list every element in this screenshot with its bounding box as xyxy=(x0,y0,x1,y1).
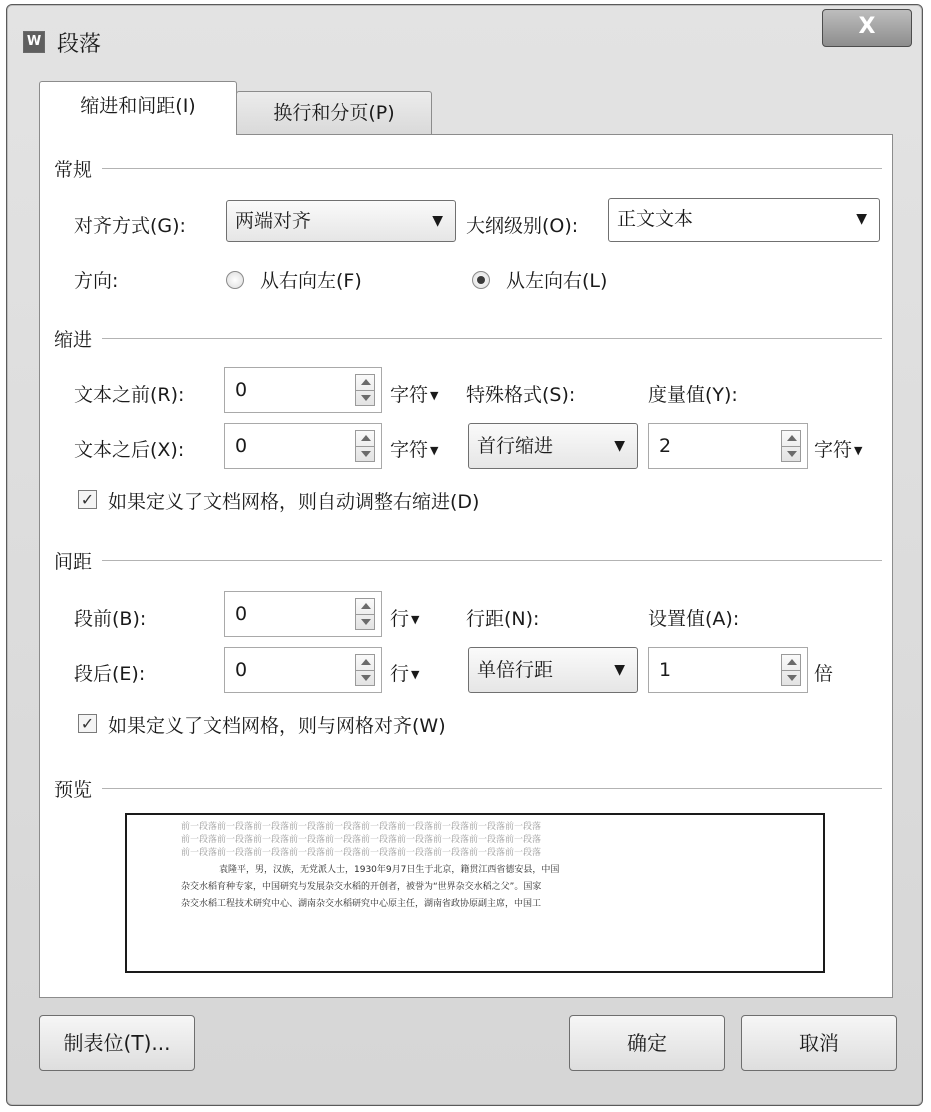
set-value-value: 1 xyxy=(659,659,672,681)
preview-prev-line: 前一段落前一段落前一段落前一段落前一段落前一段落前一段落前一段落前一段落前一段落 xyxy=(181,822,542,832)
special-format-label: 特殊格式(S): xyxy=(466,384,576,406)
indent-after-unit[interactable]: 字符 ▼ xyxy=(390,439,439,461)
ltr-label[interactable]: 从左向右(L) xyxy=(506,270,608,292)
indent-before-stepper[interactable] xyxy=(224,367,382,413)
space-after-value: 0 xyxy=(235,659,248,681)
ltr-radio[interactable] xyxy=(472,271,490,289)
line-spacing-value: 单倍行距 xyxy=(477,659,554,681)
preview-prev-line: 前一段落前一段落前一段落前一段落前一段落前一段落前一段落前一段落前一段落前一段落 xyxy=(181,848,542,858)
indent-grid-checkbox[interactable]: ✓ xyxy=(78,490,97,509)
special-format-select[interactable] xyxy=(468,423,638,469)
spin-arrows-icon[interactable] xyxy=(355,374,375,406)
cancel-button[interactable]: 取消 xyxy=(741,1015,897,1071)
paragraph-dialog xyxy=(6,4,923,1106)
paragraph-preview xyxy=(125,813,825,973)
direction-label: 方向: xyxy=(74,270,119,292)
space-before-value: 0 xyxy=(235,603,248,625)
indent-before-unit[interactable]: 字符 ▼ xyxy=(390,384,439,406)
preview-body-line: 袁隆平，男，汉族，无党派人士，1930年9月7日生于北京，籍贯江西省德安县，中国 xyxy=(219,865,560,875)
spacing-grid-checkbox[interactable]: ✓ xyxy=(78,714,97,733)
spin-arrows-icon[interactable] xyxy=(355,598,375,630)
measure-label: 度量值(Y): xyxy=(648,384,738,406)
line-spacing-select[interactable] xyxy=(468,647,638,693)
spin-arrows-icon[interactable] xyxy=(781,654,801,686)
space-before-unit[interactable]: 行 ▼ xyxy=(390,608,420,630)
indent-after-stepper[interactable] xyxy=(224,423,382,469)
space-before-label: 段前(B): xyxy=(74,608,147,630)
ok-button[interactable]: 确定 xyxy=(569,1015,725,1071)
indent-grid-label[interactable]: 如果定义了文档网格，则自动调整右缩进(D) xyxy=(108,491,480,513)
dropdown-arrow-icon: ▼ xyxy=(432,213,443,229)
close-button[interactable]: X xyxy=(822,9,912,47)
dropdown-arrow-icon: ▼ xyxy=(614,438,625,454)
line-spacing-label: 行距(N): xyxy=(466,608,540,630)
special-format-value: 首行缩进 xyxy=(477,435,554,457)
set-value-label: 设置值(A): xyxy=(648,608,740,630)
section-divider xyxy=(102,560,882,561)
section-divider xyxy=(102,338,882,339)
alignment-select[interactable] xyxy=(226,200,456,242)
spin-arrows-icon[interactable] xyxy=(355,430,375,462)
spin-arrows-icon[interactable] xyxy=(355,654,375,686)
tab-indent-spacing[interactable]: 缩进和间距(I) xyxy=(39,81,237,135)
outline-level-select[interactable] xyxy=(608,198,880,242)
alignment-label: 对齐方式(G): xyxy=(74,215,186,237)
set-value-stepper[interactable] xyxy=(648,647,808,693)
space-after-label: 段后(E): xyxy=(74,663,146,685)
section-divider xyxy=(102,788,882,789)
spin-arrows-icon[interactable] xyxy=(781,430,801,462)
dropdown-arrow-icon: ▼ xyxy=(856,211,867,227)
dialog-client-area xyxy=(29,67,902,997)
section-heading-spacing: 间距 xyxy=(54,551,93,573)
indent-before-label: 文本之前(R): xyxy=(74,384,185,406)
rtl-radio[interactable] xyxy=(226,271,244,289)
title-bar xyxy=(7,5,922,67)
space-before-stepper[interactable] xyxy=(224,591,382,637)
tab-stops-button[interactable]: 制表位(T)... xyxy=(39,1015,195,1071)
preview-prev-line: 前一段落前一段落前一段落前一段落前一段落前一段落前一段落前一段落前一段落前一段落 xyxy=(181,835,542,845)
space-after-stepper[interactable] xyxy=(224,647,382,693)
measure-stepper[interactable] xyxy=(648,423,808,469)
indent-after-value: 0 xyxy=(235,435,248,457)
outline-level-label: 大纲级别(O): xyxy=(466,215,579,237)
spacing-grid-label[interactable]: 如果定义了文档网格，则与网格对齐(W) xyxy=(108,715,446,737)
measure-value: 2 xyxy=(659,435,672,457)
outline-level-value: 正文文本 xyxy=(617,208,694,230)
section-heading-indent: 缩进 xyxy=(54,329,93,351)
preview-body-line: 杂交水稻育种专家，中国研究与发展杂交水稻的开创者，被誉为“世界杂交水稻之父”。国家 xyxy=(181,882,542,892)
preview-body-line: 杂交水稻工程技术研究中心、湖南杂交水稻研究中心原主任，湖南省政协原副主席，中国工 xyxy=(181,899,542,909)
rtl-label[interactable]: 从右向左(F) xyxy=(260,270,362,292)
tab-line-page-break[interactable]: 换行和分页(P) xyxy=(236,91,432,135)
wps-app-icon: W xyxy=(23,31,45,53)
dialog-title: 段落 xyxy=(57,32,102,57)
indent-before-value: 0 xyxy=(235,379,248,401)
section-heading-preview: 预览 xyxy=(54,779,93,801)
indent-after-label: 文本之后(X): xyxy=(74,439,185,461)
section-heading-general: 常规 xyxy=(54,159,93,181)
dropdown-arrow-icon: ▼ xyxy=(614,662,625,678)
alignment-value: 两端对齐 xyxy=(235,210,312,232)
set-value-unit: 倍 xyxy=(814,663,834,685)
section-divider xyxy=(102,168,882,169)
space-after-unit[interactable]: 行 ▼ xyxy=(390,663,420,685)
measure-unit[interactable]: 字符 ▼ xyxy=(814,439,863,461)
